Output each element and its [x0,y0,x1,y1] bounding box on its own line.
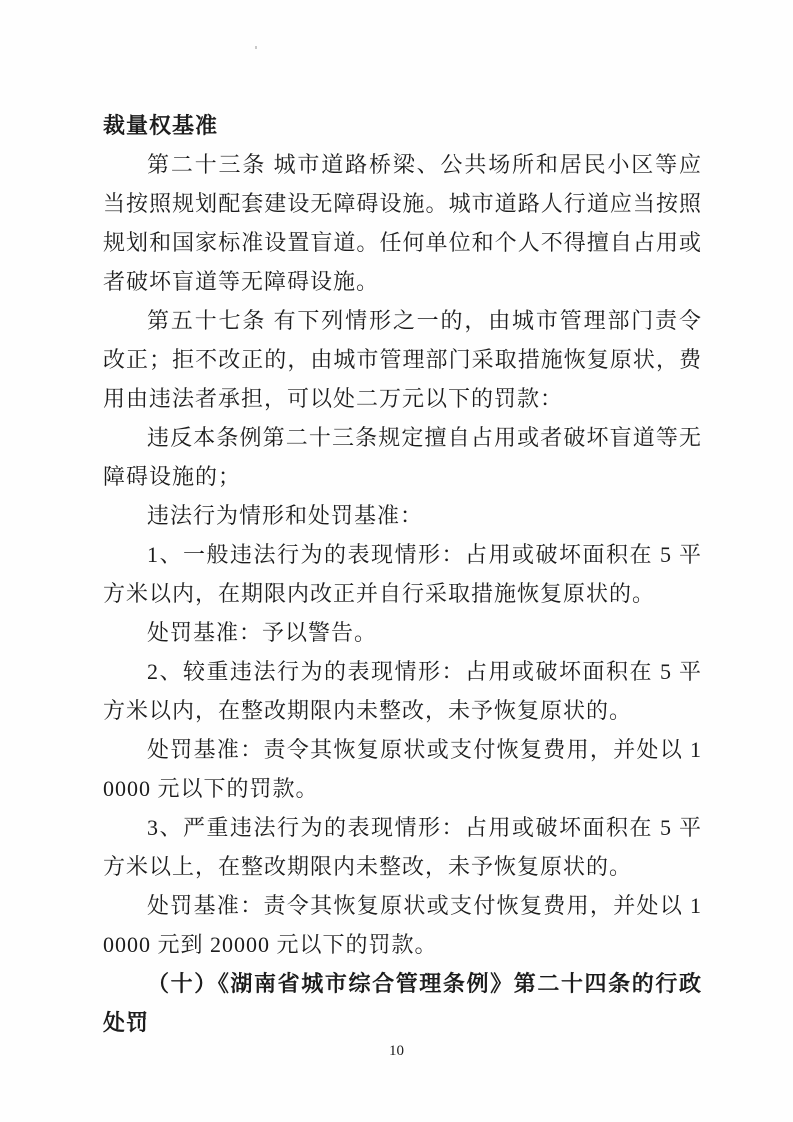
section-heading: 裁量权基准 [103,113,219,138]
paragraph: 2、较重违法行为的表现情形：占用或破坏面积在 5 平方米以内，在整改期限内未整改，未予恢复原状的。 [103,659,702,723]
paragraph: 第二十三条 城市道路桥梁、公共场所和居民小区等应当按照规划配套建设无障碍设施。城市道路人行道应当按照规划和国家标准设置盲道。任何单位和个人不得擅自占用或者破坏盲道等无障碍设施。 [103,152,702,294]
scan-artifact [255,46,257,49]
paragraph: 3、严重违法行为的表现情形：占用或破坏面积在 5 平方米以上，在整改期限内未整改，未予恢复原状的。 [103,815,702,879]
page-number: 10 [389,1043,404,1059]
paragraph: 违反本条例第二十三条规定擅自占用或者破坏盲道等无障碍设施的； [103,425,702,489]
paragraph: 第五十七条 有下列情形之一的，由城市管理部门责令改正；拒不改正的，由城市管理部门采取措施恢复原状，费用由违法者承担，可以处二万元以下的罚款： [103,308,702,411]
subsection-heading: （十）《湖南省城市综合管理条例》第二十四条的行政处罚 [103,971,702,1035]
paragraph: 处罚基准：责令其恢复原状或支付恢复费用，并处以 10000 元以下的罚款。 [103,737,702,801]
paragraph: 处罚基准：予以警告。 [147,620,378,645]
paragraph: 处罚基准：责令其恢复原状或支付恢复费用，并处以 10000 元到 20000 元以下的罚款。 [103,893,702,957]
paragraph: 1、一般违法行为的表现情形：占用或破坏面积在 5 平方米以内，在期限内改正并自行采取措施恢复原状的。 [103,542,702,606]
document-content [103,106,702,1042]
paragraph: 违法行为情形和处罚基准： [147,503,424,528]
